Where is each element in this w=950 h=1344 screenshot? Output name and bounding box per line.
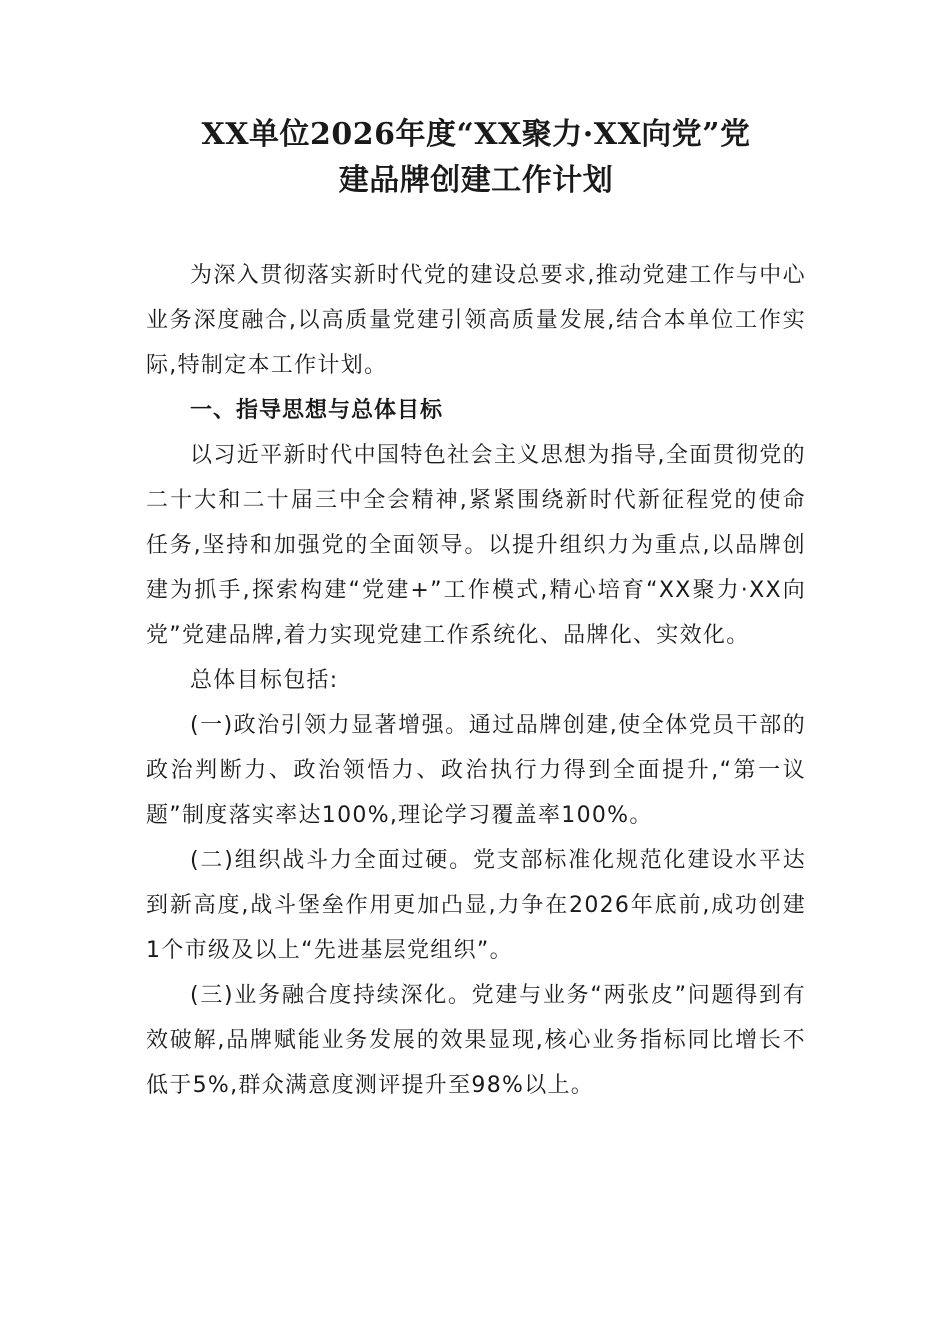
goal-paragraph-3 <box>146 973 806 1108</box>
goal-paragraph-2 <box>146 838 806 973</box>
intro-paragraph: 为深入贯彻落实新时代党的建设总要求,推动党建工作与中心业务深度融合,以高质量党建引领高质量发展,结合本单位工作实际,特制定本工作计划。 <box>146 263 806 378</box>
goal-lead-1: (一)政治引领力显著增强。 <box>190 713 469 738</box>
goal-text-1: 通过品牌创建,使全体党员干部的政治判断力、政治领悟力、政治执行力得到全面提升,“第一议题”制度落实率达100%,理论学习覆盖率100%。 <box>146 713 806 828</box>
goal-lead-3: (三)业务融合度持续深化。 <box>190 983 472 1008</box>
goal-text-3: 党建与业务“两张皮”问题得到有效破解,品牌赋能业务发展的效果显现,核心业务指标同比增长不低于5%,群众满意度测评提升至98%以上。 <box>146 983 806 1098</box>
document-body <box>146 253 806 1108</box>
title-line-1: XX单位2026年度“XX聚力·XX向党”党 <box>201 117 751 152</box>
document-title <box>146 112 806 204</box>
goal-text-2: 党支部标准化规范化建设水平达到新高度,战斗堡垒作用更加凸显,力争在2026年底前,成功创建1个市级及以上“先进基层党组织”。 <box>146 848 806 963</box>
section-heading: 一、指导思想与总体目标 <box>190 398 444 423</box>
document-page <box>146 112 806 1108</box>
goal-paragraph-1 <box>146 703 806 838</box>
goal-lead-2: (二)组织战斗力全面过硬。 <box>190 848 473 873</box>
title-line-2: 建品牌创建工作计划 <box>338 163 614 198</box>
goals-intro: 总体目标包括: <box>190 668 339 693</box>
guiding-thought-paragraph: 以习近平新时代中国特色社会主义思想为指导,全面贯彻党的二十大和二十届三中全会精神,紧紧围绕新时代新征程党的使命任务,坚持和加强党的全面领导。以提升组织力为重点,以品牌创建为抓手,探索构建“党建+”工作模式,精心培育“XX聚力·XX向党”党建品牌,着力实现党建工作系统化、品牌化、实效化。 <box>146 443 806 648</box>
